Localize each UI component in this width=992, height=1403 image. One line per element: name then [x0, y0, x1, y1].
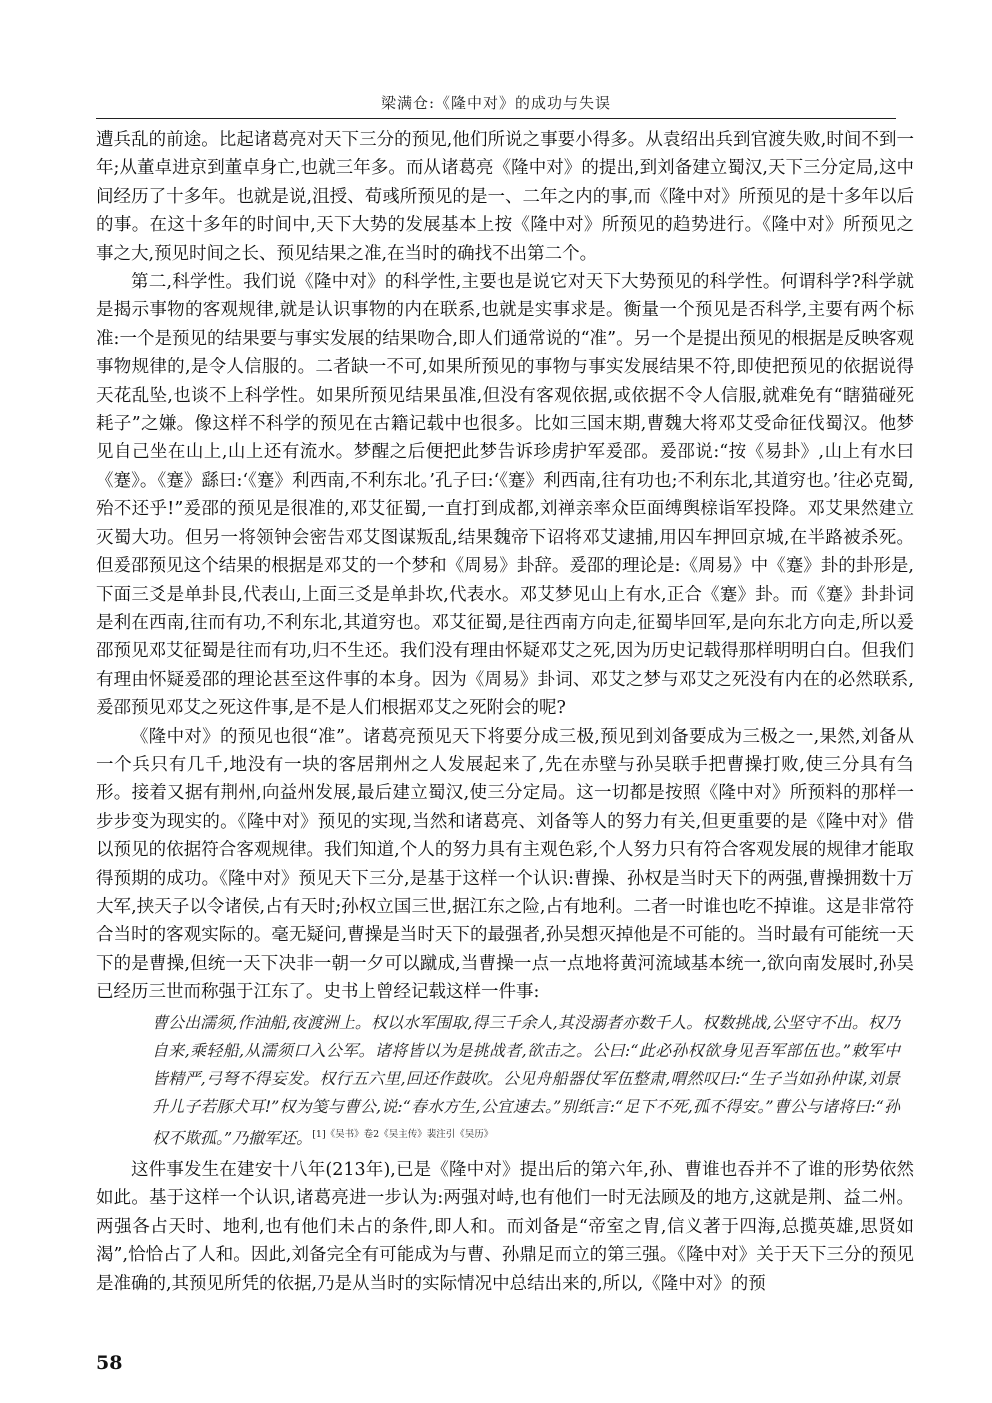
body-text [96, 126, 914, 1298]
paragraph-accuracy: 《隆中对》的预见也很“准”。诸葛亮预见天下将要分成三极,预见到刘备要成为三极之一,果然,刘备从一个兵只有几千,地没有一块的客居荆州之人发展起来了,先在赤壁与孙吴联手把曹操打败,使三分具有刍形。接着又据有荆州,向益州发展,最后建立蜀汉,使三分定局。这一切都是按照《隆中对》所预料的那样一步步变为现实的。《隆中对》预见的实现,当然和诸葛亮、刘备等人的努力有关,但更重要的是《隆中对》借以预见的依据符合客观规律。我们知道,个人的努力具有主观色彩,个人努力只有符合客观发展的规律才能取得预期的成功。《隆中对》预见天下三分,是基于这样一个认识:曹操、孙权是当时天下的两强,曹操拥数十万大军,挟天子以令诸侯,占有天时;孙权立国三世,据江东之险,占有地利。二者一时谁也吃不掉谁。这是非常符合当时的客观实际的。毫无疑问,曹操是当时天下的最强者,孙吴想灭掉他是不可能的。当时最有可能统一天下的是曹操,但统一天下决非一朝一夕可以蹴成,当曹操一点一点地将黄河流域基本统一,欲向南发展时,孙吴已经历三世而称强于江东了。史书上曾经记载这样一件事: [96, 726, 914, 1003]
block-quote [96, 1009, 914, 1152]
page-number: 58 [96, 1352, 123, 1374]
citation-note: [1]《吴书》卷2《吴主传》裴注引《吴历》 [312, 1128, 494, 1140]
paragraph-continuation: 遭兵乱的前途。比起诸葛亮对天下三分的预见,他们所说之事要小得多。从袁绍出兵到官渡失败,时间不到一年;从董卓进京到董卓身亡,也就三年多。而从诸葛亮《隆中对》的提出,到刘备建立蜀汉,天下三分定局,这中间经历了十多年。也就是说,沮授、荀彧所预见的是一、二年之内的事,而《隆中对》所预见的是十多年以后的事。在这十多年的时间中,天下大势的发展基本上按《隆中对》所预见的趋势进行。《隆中对》所预见之事之大,预见时间之长、预见结果之准,在当时的确找不出第二个。 [96, 130, 914, 264]
block-quote-text: 曹公出濡须,作油船,夜渡洲上。权以水军围取,得三千余人,其没溺者亦数千人。权数挑战,公坚守不出。权乃自来,乘轻船,从濡须口入公军。诸将皆以为是挑战者,欲击之。公曰:“此必孙权欲身见吾军部伍也。”敕军中皆精严,弓弩不得妄发。权行五六里,回还作鼓吹。公见舟船器仗军伍整肃,喟然叹曰:“生子当如孙仲谋,刘景升儿子若豚犬耳!”权为笺与曹公,说:“春水方生,公宜速去。”别纸言:“足下不死,孤不得安。”曹公与诸将曰:“孙权不欺孤。”乃撤军还。 [152, 1012, 900, 1147]
running-header: 梁满仓:《隆中对》的成功与失误 [380, 94, 612, 112]
header-rule [96, 118, 896, 119]
paragraph-closing: 这件事发生在建安十八年(213年),已是《隆中对》提出后的第六年,孙、曹谁也吞并不了谁的形势依然如此。基于这样一个认识,诸葛亮进一步认为:两强对峙,也有他们一时无法顾及的地方,这就是荆、益二州。两强各占天时、地利,也有他们未占的条件,即人和。而刘备是“帝室之胄,信义著于四海,总揽英雄,思贤如渴”,恰恰占了人和。因此,刘备完全有可能成为与曹、孙鼎足而立的第三强。《隆中对》关于天下三分的预见是准确的,其预见所凭的依据,乃是从当时的实际情况中总结出来的,所以,《隆中对》的预 [96, 1159, 914, 1294]
paragraph-scientific-nature: 第二,科学性。我们说《隆中对》的科学性,主要也是说它对天下大势预见的科学性。何谓科学?科学就是揭示事物的客观规律,就是认识事物的内在联系,也就是实事求是。衡量一个预见是否科学,主要有两个标准:一个是预见的结果要与事实发展的结果吻合,即人们通常说的“准”。另一个是提出预见的根据是反映客观事物规律的,是令人信服的。二者缺一不可,如果所预见的事物与事实发展结果不符,即使把预见的依据说得天花乱坠,也谈不上科学性。如果所预见结果虽准,但没有客观依据,或依据不令人信服,就难免有“瞎猫碰死耗子”之嫌。像这样不科学的预见在古籍记载中也很多。比如三国末期,曹魏大将邓艾受命征伐蜀汉。他梦见自己坐在山上,山上还有流水。梦醒之后便把此梦告诉珍虏护军爰邵。爰邵说:“按《易卦》,山上有水曰《蹇》。《蹇》繇曰:‘《蹇》利西南,不利东北。’孔子曰:‘《蹇》利西南,往有功也;不利东北,其道穷也。’往必克蜀,殆不还乎!”爰邵的预见是很准的,邓艾征蜀,一直打到成都,刘禅亲率众臣面缚舆榇诣军投降。邓艾果然建立灭蜀大功。但另一将领钟会密告邓艾图谋叛乱,结果魏帝下诏将邓艾逮捕,用囚车押回京城,在半路被杀死。但爰邵预见这个结果的根据是邓艾的一个梦和《周易》卦辞。爰邵的理论是:《周易》中《蹇》卦的卦形是,下面三爻是单卦艮,代表山,上面三爻是单卦坎,代表水。邓艾梦见山上有水,正合《蹇》卦。而《蹇》卦卦词是利在西南,往而有功,不利东北,其道穷也。邓艾征蜀,是往西南方向走,征蜀毕回军,是向东北方向走,所以爰邵预见邓艾征蜀是往而有功,归不生还。我们没有理由怀疑邓艾之死,因为历史记载得那样明明白白。但我们有理由怀疑爰邵的理论甚至这件事的本身。因为《周易》卦词、邓艾之梦与邓艾之死没有内在的必然联系,爰邵预见邓艾之死这件事,是不是人们根据邓艾之死附会的呢? [96, 272, 914, 719]
